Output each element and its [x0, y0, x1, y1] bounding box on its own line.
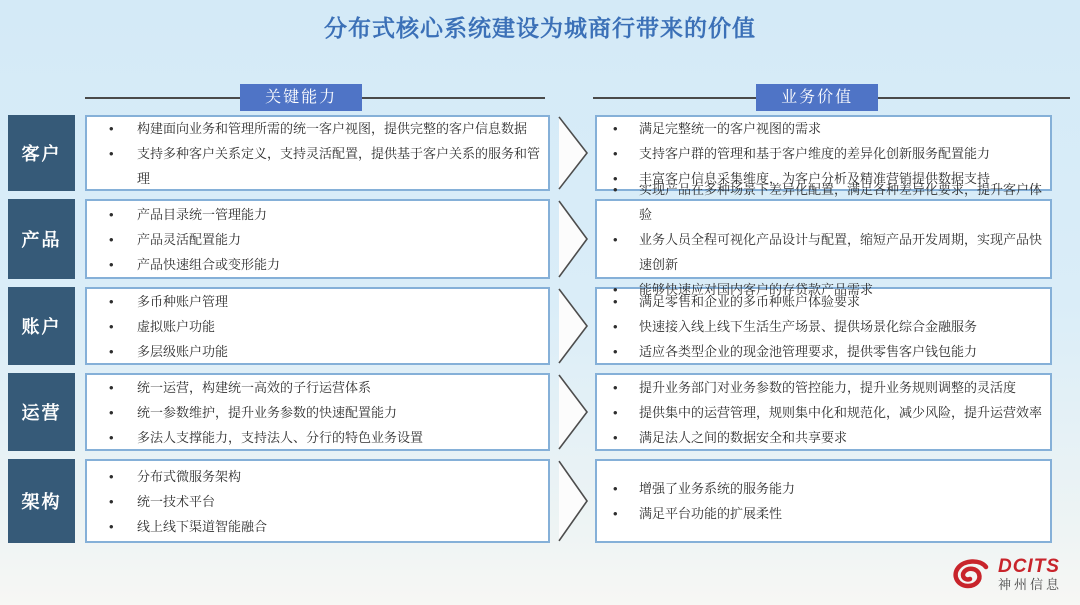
value-item: • 能够快速应对国内客户的存贷款产品需求 [603, 277, 1044, 302]
row-label: 产品 [8, 199, 75, 279]
value-list [597, 474, 1050, 528]
chevron-arrow-icon [550, 459, 595, 543]
value-item: • 快速接入线上线下生活生产场景、提供场景化综合金融服务 [603, 314, 1044, 339]
chevron-arrow-icon [550, 115, 595, 191]
capability-item: • 统一技术平台 [93, 489, 542, 514]
dcits-swirl-icon [948, 557, 992, 593]
header-badge-business-value: 业务价值 [756, 84, 878, 111]
page-title: 分布式核心系统建设为城商行带来的价值 [324, 15, 756, 41]
table-row [8, 459, 1052, 543]
value-item: • 提升业务部门对业务参数的管控能力，提升业务规则调整的灵活度 [603, 375, 1044, 400]
table-row [8, 373, 1052, 451]
capability-item: • 统一运营，构建统一高效的子行运营体系 [93, 375, 542, 400]
capability-item: • 统一参数维护，提升业务参数的快速配置能力 [93, 400, 542, 425]
header-business-value [593, 84, 1070, 111]
table-row [8, 287, 1052, 365]
capability-list [87, 287, 548, 366]
value-item: • 满足零售和企业的多币种账户体验要求 [603, 289, 1044, 314]
capability-box [85, 373, 550, 451]
row-label: 运营 [8, 373, 75, 451]
capability-item: • 产品目录统一管理能力 [93, 202, 542, 227]
dcits-logo [948, 557, 1062, 593]
value-item: • 适应各类型企业的现金池管理要求，提供零售客户钱包能力 [603, 339, 1044, 364]
value-item: • 支持客户群的管理和基于客户维度的差异化创新服务配置能力 [603, 141, 1044, 166]
header-key-capabilities [85, 84, 545, 111]
capability-list [87, 462, 548, 541]
row-label: 客户 [8, 115, 75, 191]
capability-item: • 多法人支撑能力，支持法人、分行的特色业务设置 [93, 425, 542, 450]
capability-item: • 产品快速组合或变形能力 [93, 252, 542, 277]
value-box [595, 459, 1052, 543]
capability-item: • 虚拟账户功能 [93, 314, 542, 339]
chevron-arrow-icon [550, 373, 595, 451]
value-item: • 丰富客户信息采集维度，为客户分析及精准营销提供数据支持 [603, 166, 1044, 191]
header-badge-key-capabilities: 关键能力 [240, 84, 362, 111]
rows-container [8, 115, 1052, 551]
capability-item: • 产品灵活配置能力 [93, 227, 542, 252]
value-item: • 业务人员全程可视化产品设计与配置，缩短产品开发周期，实现产品快速创新 [603, 227, 1044, 277]
row-label: 账户 [8, 287, 75, 365]
value-box [595, 287, 1052, 365]
value-box [595, 373, 1052, 451]
row-label: 架构 [8, 459, 75, 543]
value-item: • 实现产品在多种场景下差异化配置，满足各种差异化要求，提升客户体验 [603, 177, 1044, 227]
capability-list [87, 373, 548, 452]
capability-item: • 构建面向业务和管理所需的统一客户视图，提供完整的客户信息数据 [93, 116, 542, 141]
value-item: • 满足法人之间的数据安全和共享要求 [603, 425, 1044, 450]
capability-item: • 支持多种客户关系定义，支持灵活配置，提供基于客户关系的服务和管理 [93, 141, 542, 191]
value-list [597, 287, 1050, 366]
capability-list [87, 114, 548, 193]
value-item: • 满足完整统一的客户视图的需求 [603, 116, 1044, 141]
value-list [597, 373, 1050, 452]
value-item: • 满足平台功能的扩展柔性 [603, 501, 1044, 526]
value-item: • 提供集中的运营管理，规则集中化和规范化，减少风险，提升运营效率 [603, 400, 1044, 425]
capability-box [85, 199, 550, 279]
capability-box [85, 459, 550, 543]
chevron-arrow-icon [550, 287, 595, 365]
logo-company-text: 神州信息 [997, 577, 1062, 593]
capability-box [85, 287, 550, 365]
capability-item: • 多层级账户功能 [93, 339, 542, 364]
table-row [8, 181, 1052, 297]
chevron-arrow-icon [550, 199, 595, 279]
capability-box [85, 115, 550, 191]
value-item: • 增强了业务系统的服务能力 [603, 476, 1044, 501]
capability-list [87, 200, 548, 279]
value-list [597, 175, 1050, 304]
capability-item: • 多币种账户管理 [93, 289, 542, 314]
capability-item: • 线上线下渠道智能融合 [93, 514, 542, 539]
capability-item: • 分布式微服务架构 [93, 464, 542, 489]
value-box [595, 181, 1052, 297]
logo-brand-text: DCITS [997, 556, 1060, 578]
